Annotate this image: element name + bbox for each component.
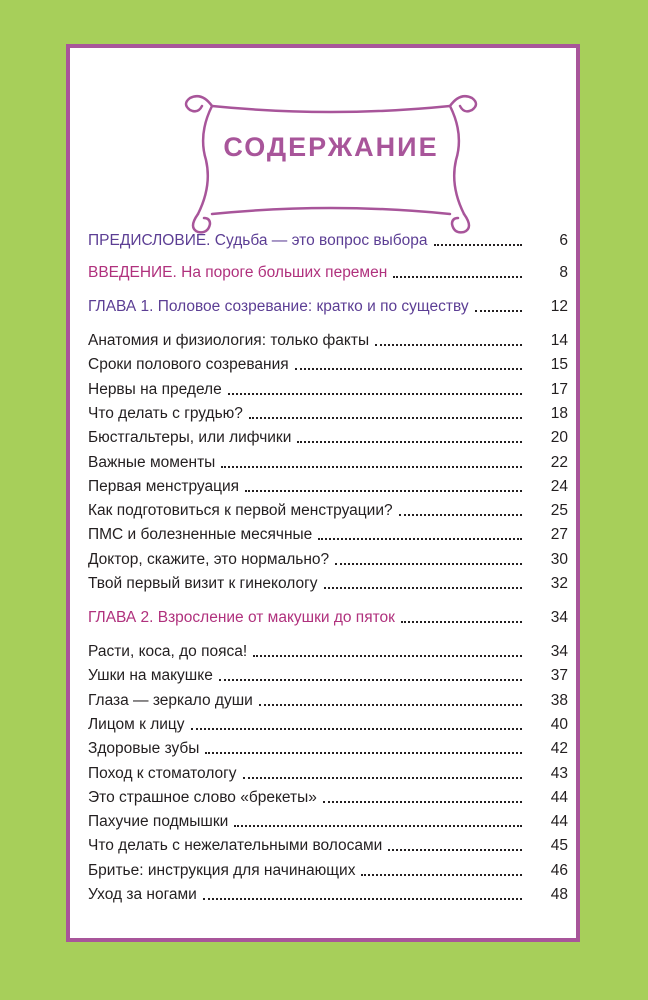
toc-page-number: 45 <box>550 837 568 855</box>
dot-leader <box>228 393 522 395</box>
toc-entry-label: ГЛАВА 2. Взросление от макушки до пяток <box>88 609 395 626</box>
toc-row <box>88 637 568 661</box>
toc-entry-label: Что делать с нежелательными волосами <box>88 837 383 855</box>
dot-leader <box>234 825 522 827</box>
toc-row <box>88 880 568 904</box>
toc-entry-label: Анатомия и физиология: только факты <box>88 332 370 349</box>
toc-page-number: 22 <box>550 453 568 471</box>
page-frame <box>66 44 580 942</box>
dot-leader <box>475 310 522 312</box>
toc-entry-label: Уход за ногами <box>88 886 197 903</box>
toc-entry-label: Бюстгальтеры, или лифчики <box>88 429 292 447</box>
toc-page-number: 40 <box>550 715 568 733</box>
toc-page-number: 34 <box>550 643 568 660</box>
toc-row <box>88 472 568 496</box>
toc-entry-label: Что делать с грудью? <box>88 404 243 422</box>
dot-leader <box>399 514 522 516</box>
toc-row <box>88 661 568 685</box>
toc-page-number: 12 <box>550 298 568 315</box>
dot-leader <box>259 704 522 706</box>
toc-entry-label: Твой первый визит к гинекологу <box>88 575 318 592</box>
toc-section-row <box>88 603 568 627</box>
toc-page-number: 43 <box>550 764 568 782</box>
toc-row <box>88 375 568 399</box>
toc-row <box>88 569 568 593</box>
title-banner <box>178 82 484 238</box>
toc-page-number: 20 <box>550 429 568 447</box>
toc-page-number: 46 <box>550 861 568 879</box>
toc-page-number: 14 <box>550 332 568 349</box>
toc-page-number: 18 <box>550 404 568 422</box>
toc-page-number: 24 <box>550 477 568 495</box>
dot-leader <box>323 801 522 803</box>
toc-entry-label: Ушки на макушке <box>88 667 213 685</box>
toc-section-row <box>88 226 568 250</box>
toc-entry-label: Как подготовиться к первой менструации? <box>88 502 393 520</box>
toc-row <box>88 686 568 710</box>
toc-row <box>88 326 568 350</box>
dot-leader <box>205 752 522 754</box>
toc-entry-label: ПРЕДИСЛОВИЕ. Судьба — это вопрос выбора <box>88 232 428 249</box>
toc-row <box>88 710 568 734</box>
dot-leader <box>243 777 522 779</box>
toc-page-number: 8 <box>559 264 568 281</box>
dot-leader <box>295 368 522 370</box>
toc-entry-label: Расти, коса, до пояса! <box>88 643 248 660</box>
toc-row <box>88 545 568 569</box>
toc-page-number: 44 <box>550 813 568 831</box>
toc-page-number: 25 <box>550 502 568 520</box>
toc-page-number: 17 <box>550 380 568 398</box>
toc-section-row <box>88 292 568 316</box>
dot-leader <box>401 621 522 623</box>
dot-leader <box>361 874 522 876</box>
toc-page-number: 27 <box>550 526 568 544</box>
dot-leader <box>203 898 522 900</box>
dot-leader <box>393 276 522 278</box>
toc-entry-label: Нервы на пределе <box>88 380 222 398</box>
toc-page-number: 15 <box>550 356 568 374</box>
toc-page-number: 48 <box>550 886 568 903</box>
dot-leader <box>434 244 522 246</box>
toc-row <box>88 759 568 783</box>
toc-row <box>88 783 568 807</box>
toc-page-number: 37 <box>550 667 568 685</box>
toc-row <box>88 399 568 423</box>
toc-entry-label: ГЛАВА 1. Половое созревание: кратко и по существу <box>88 298 469 315</box>
dot-leader <box>375 344 522 346</box>
toc-page-number: 32 <box>550 575 568 592</box>
toc-page-number: 6 <box>559 232 568 249</box>
toc-row <box>88 856 568 880</box>
toc-page-number: 34 <box>550 609 568 626</box>
toc-entry-label: Пахучие подмышки <box>88 813 229 831</box>
toc-entry-label: ВВЕДЕНИЕ. На пороге больших перемен <box>88 264 388 281</box>
toc-entry-label: Поход к стоматологу <box>88 764 237 782</box>
toc-row <box>88 520 568 544</box>
toc-entry-label: Сроки полового созревания <box>88 356 289 374</box>
toc-entry-label: Первая менструация <box>88 477 240 495</box>
toc-row <box>88 350 568 374</box>
toc-entry-label: Глаза — зеркало души <box>88 691 253 709</box>
toc-entry-label: Здоровые зубы <box>88 740 200 758</box>
dot-leader <box>253 655 522 657</box>
toc-entry-label: Важные моменты <box>88 453 216 471</box>
toc-entry-label: Бритье: инструкция для начинающих <box>88 861 356 879</box>
toc-page-number: 38 <box>550 691 568 709</box>
toc-row <box>88 831 568 855</box>
dot-leader <box>335 563 522 565</box>
toc-row <box>88 807 568 831</box>
dot-leader <box>219 679 522 681</box>
toc-page-number: 42 <box>550 740 568 758</box>
dot-leader <box>318 538 522 540</box>
page-title: СОДЕРЖАНИЕ <box>223 132 439 162</box>
toc-page-number: 30 <box>550 550 568 568</box>
toc-page-number: 44 <box>550 788 568 806</box>
toc-entry-label: Доктор, скажите, это нормально? <box>88 550 330 568</box>
dot-leader <box>221 466 522 468</box>
dot-leader <box>388 849 522 851</box>
toc-row <box>88 448 568 472</box>
toc-entry-label: ПМС и болезненные месячные <box>88 526 313 544</box>
dot-leader <box>191 728 522 730</box>
toc-section-row <box>88 258 568 282</box>
dot-leader <box>324 587 522 589</box>
toc-row <box>88 734 568 758</box>
toc-entry-label: Лицом к лицу <box>88 715 185 733</box>
dot-leader <box>297 441 522 443</box>
dot-leader <box>249 417 522 419</box>
dot-leader <box>245 490 522 492</box>
toc-row <box>88 423 568 447</box>
toc-row <box>88 496 568 520</box>
toc-entry-label: Это страшное слово «брекеты» <box>88 788 317 806</box>
